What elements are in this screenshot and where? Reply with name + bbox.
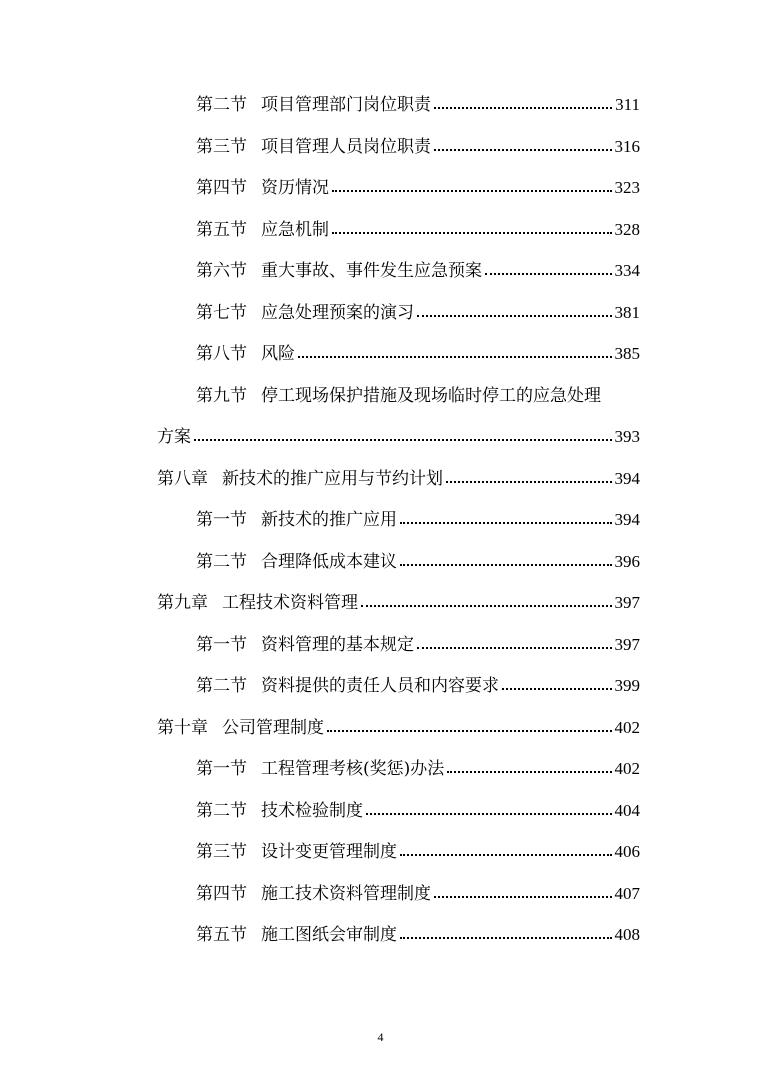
toc-entry-page: 402 [614, 718, 640, 737]
toc-entry[interactable] [157, 713, 640, 743]
toc-entry[interactable] [196, 547, 640, 577]
toc-entry-title: 应急机制 [261, 220, 329, 240]
toc-entry-page: 407 [614, 884, 640, 903]
toc-entry-page: 408 [614, 925, 640, 944]
toc-entry[interactable] [196, 630, 640, 660]
toc-entry-title: 项目管理部门岗位职责 [261, 95, 431, 115]
toc-entry-title: 资料管理的基本规定 [261, 635, 414, 655]
toc-entry-title: 方案 [157, 427, 191, 447]
toc-leader-dots [417, 647, 612, 649]
toc-entry-page: 316 [614, 137, 640, 156]
toc-entry[interactable] [157, 464, 640, 494]
toc-leader-dots [298, 356, 612, 358]
toc-entry[interactable] [196, 920, 640, 950]
toc-entry-page: 394 [614, 469, 640, 488]
toc-entry-title: 项目管理人员岗位职责 [261, 137, 431, 157]
toc-entry-page: 381 [614, 303, 640, 322]
toc-entry-number: 第十章 [157, 718, 208, 738]
toc-entry-number: 第六节 [196, 261, 247, 281]
toc-leader-dots [332, 232, 612, 234]
toc-leader-dots [485, 273, 612, 275]
toc-entry-number: 第二节 [196, 552, 247, 572]
toc-entry[interactable] [196, 298, 640, 328]
toc-leader-dots [434, 107, 612, 109]
toc-leader-dots [194, 439, 612, 441]
toc-entry-title: 工程管理考核(奖惩)办法 [261, 759, 445, 779]
toc-entry[interactable] [196, 837, 640, 867]
toc-entry-title: 停工现场保护措施及现场临时停工的应急处理 [261, 386, 601, 406]
toc-leader-dots [434, 149, 612, 151]
toc-leader-dots [417, 315, 612, 317]
toc-entry-title: 技术检验制度 [261, 801, 363, 821]
toc-entry-title: 施工图纸会审制度 [261, 925, 397, 945]
toc-entry-page: 397 [614, 593, 640, 612]
toc-entry-title: 应急处理预案的演习 [261, 303, 414, 323]
toc-entry-page: 323 [614, 178, 640, 197]
toc-entry-number: 第一节 [196, 510, 247, 530]
toc-entry-number: 第二节 [196, 801, 247, 821]
toc-entry[interactable] [196, 215, 640, 245]
toc-entry-title: 合理降低成本建议 [261, 552, 397, 572]
toc-leader-dots [327, 730, 612, 732]
toc-entry-page: 396 [614, 552, 640, 571]
toc-entry[interactable] [196, 90, 640, 120]
toc-entry[interactable] [157, 588, 640, 618]
toc-entry-number: 第八章 [157, 469, 208, 489]
toc-entry-title: 设计变更管理制度 [261, 842, 397, 862]
toc-leader-dots [361, 605, 612, 607]
toc-entry[interactable] [157, 422, 640, 452]
toc-entry-title: 新技术的推广应用 [261, 510, 397, 530]
toc-entry[interactable] [196, 381, 640, 411]
toc-entry[interactable] [196, 505, 640, 535]
toc-entry[interactable] [196, 754, 640, 784]
toc-entry-page: 385 [614, 344, 640, 363]
toc-leader-dots [400, 854, 612, 856]
toc-leader-dots [400, 522, 612, 524]
toc-entry[interactable] [196, 879, 640, 909]
toc-entry-number: 第三节 [196, 842, 247, 862]
toc-entry-page: 328 [614, 220, 640, 239]
toc-entry-page: 399 [614, 676, 640, 695]
toc-entry-number: 第四节 [196, 178, 247, 198]
toc-leader-dots [446, 481, 612, 483]
toc-entry[interactable] [196, 339, 640, 369]
toc-entry[interactable] [196, 132, 640, 162]
toc-entry-title: 资历情况 [261, 178, 329, 198]
toc-leader-dots [366, 813, 612, 815]
toc-entry-number: 第九章 [157, 593, 208, 613]
toc-leader-dots [502, 688, 612, 690]
toc-entry-page: 406 [614, 842, 640, 861]
toc-entry-page: 404 [614, 801, 640, 820]
toc-entry-number: 第二节 [196, 676, 247, 696]
toc-entry-number: 第五节 [196, 925, 247, 945]
toc-entry-title: 新技术的推广应用与节约计划 [222, 469, 443, 489]
toc-entry-title: 公司管理制度 [222, 718, 324, 738]
toc-entry-number: 第八节 [196, 344, 247, 364]
toc-entry-title: 资料提供的责任人员和内容要求 [261, 676, 499, 696]
toc-entry-page: 393 [614, 427, 640, 446]
toc-entry[interactable] [196, 671, 640, 701]
toc-entry-title: 重大事故、事件发生应急预案 [261, 261, 482, 281]
toc-leader-dots [332, 190, 612, 192]
toc-entry[interactable] [196, 173, 640, 203]
toc-entry-number: 第七节 [196, 303, 247, 323]
toc-entry-title: 施工技术资料管理制度 [261, 884, 431, 904]
toc-entry-page: 397 [614, 635, 640, 654]
toc-leader-dots [400, 937, 612, 939]
toc-entry-number: 第一节 [196, 759, 247, 779]
toc-leader-dots [434, 896, 612, 898]
toc-entry-number: 第一节 [196, 635, 247, 655]
toc-entry-page: 402 [614, 759, 640, 778]
toc-entry-number: 第九节 [196, 386, 247, 406]
toc-entry[interactable] [196, 796, 640, 826]
toc-entry-number: 第三节 [196, 137, 247, 157]
toc-entry-number: 第二节 [196, 95, 247, 115]
toc-entry-page: 394 [614, 510, 640, 529]
toc-entry-title: 工程技术资料管理 [222, 593, 358, 613]
toc-entry[interactable] [196, 256, 640, 286]
toc-entry-number: 第五节 [196, 220, 247, 240]
toc-leader-dots [400, 564, 612, 566]
toc-entry-number: 第四节 [196, 884, 247, 904]
page-number: 4 [377, 1030, 384, 1044]
toc-entry-page: 311 [615, 95, 640, 114]
toc-entry-title: 风险 [261, 344, 295, 364]
toc-entry-page: 334 [614, 261, 640, 280]
toc-leader-dots [447, 771, 611, 773]
